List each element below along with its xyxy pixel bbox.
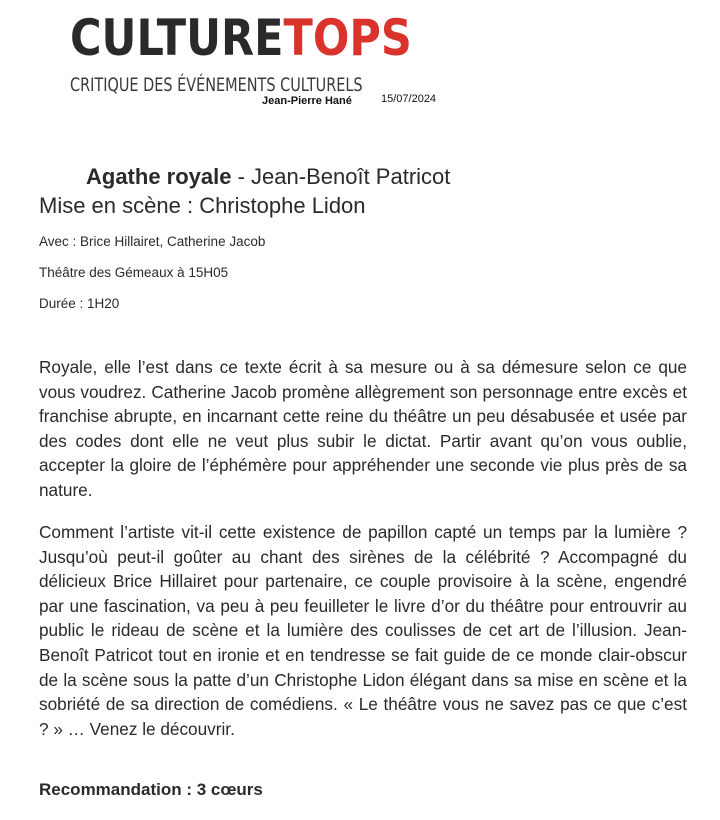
show-title-line [86, 164, 450, 190]
logo-wordmark-culture: CULTURE [70, 9, 284, 67]
review-author: Jean-Pierre Hané [262, 95, 352, 107]
logo-wordmark-tops: TOPS [283, 9, 412, 67]
show-title: Agathe royale [86, 164, 232, 189]
show-director: Mise en scène : Christophe Lidon [39, 193, 366, 218]
review-paragraph-1: Royale, elle l’est dans ce texte écrit à sa mesure ou à sa démesure selon ce que vous voudrez. Catherine Jacob promène allègrement son personnage entre excès et franchise abrupte, en incarnant cette reine du théâtre un peu désabusée et usée par des codes dont elle ne veut plus subir le dictat. Partir avant qu’on vous oublie, accepter la gloire de l’éphémère pour appréhender une seconde vie plus près de sa nature. [39, 357, 687, 500]
review-recommendation: Recommandation : 3 cœurs [39, 780, 263, 799]
show-cast: Avec : Brice Hillairet, Catherine Jacob [39, 234, 266, 249]
logo-wordmark [70, 8, 412, 68]
show-playwright: - Jean-Benoît Patricot [231, 164, 451, 189]
logo-tagline: CRITIQUE DES ÉVÉNEMENTS CULTURELS [70, 74, 363, 96]
culturetops-logo[interactable] [70, 8, 412, 98]
show-venue: Théâtre des Gémeaux à 15H05 [39, 265, 229, 280]
show-duration: Durée : 1H20 [39, 296, 120, 311]
review-date: 15/07/2024 [381, 93, 437, 105]
review-paragraph-2: Comment l’artiste vit-il cette existence de papillon capté un temps par la lumière ? Jusqu’où peut-il goûter au chant des sirènes de la célébrité ? Accompagné du délicieux Brice Hillairet pour partenaire, ce couple provisoire à la scène, engendré par une fascination, va peu à peu feuilleter le livre d’or du théâtre pour entrouvrir au public le rideau de scène et la lumière des coulisses de cet art de l’illusion. Jean-Benoît Patricot tout en ironie et en tendresse se fait guide de ce monde clair-obscur de la scène sous la patte d’un Christophe Lidon élégant dans sa mise en scène et la sobriété de sa direction de comédiens. « Le théâtre vous ne savez pas ce que c’est ? » … Venez le découvrir. [39, 522, 687, 739]
